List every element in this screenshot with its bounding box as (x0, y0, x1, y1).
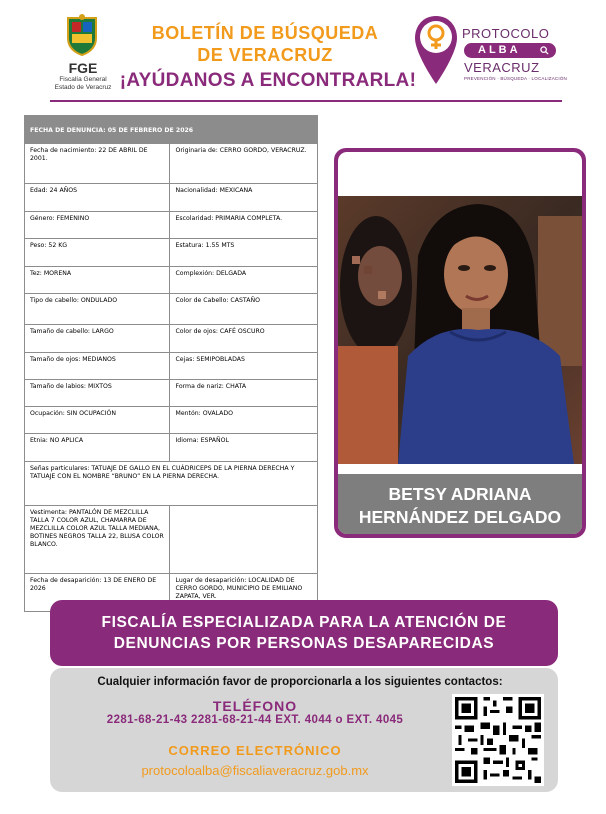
table-row (25, 212, 318, 239)
skin-tone: Tez: MORENA (25, 267, 170, 294)
email-label: CORREO ELECTRÓNICO (168, 743, 342, 758)
email-address: protocoloalba@fiscaliaveracruz.gob.mx (141, 763, 369, 778)
hair-length: Tamaño de cabello: LARGO (25, 325, 170, 353)
clothing: Vestimenta: PANTALÓN DE MEZCLILLA TALLA 7 COLOR AZUL, CHAMARRA DE MEZCLILLA COLOR AZUL TALLA MEDIANA, BOTINES NEGROS TALLA 22, BLUSA COLOR BLANCO. (25, 506, 170, 574)
name-line1: BETSY ADRIANA (388, 484, 532, 504)
birth-date: Fecha de nacimiento: 22 DE ABRIL DE 2001. (25, 144, 170, 184)
bulletin-title (130, 22, 400, 66)
complaint-date-row (25, 116, 318, 144)
missing-person-card (334, 148, 586, 538)
alba-logo-line3: VERACRUZ (464, 60, 540, 75)
nose-shape: Forma de nariz: CHATA (170, 380, 318, 407)
location-pin-venus-icon (412, 14, 460, 86)
table-row (25, 353, 318, 380)
hair-color: Color de Cabello: CASTAÑO (170, 294, 318, 325)
contact-intro: Cualquier información favor de proporcionarla a los siguientes contactos: (97, 676, 503, 688)
fge-logo-subtitle (50, 76, 116, 92)
alba-logo-word: ALBA (478, 44, 521, 56)
protocolo-alba-logo (412, 14, 567, 86)
distinguishing-marks: Señas particulares: TATUAJE DE GALLO EN EL CUÁDRICEPS DE LA PIERNA DERECHA Y TATUAJE CON EL NOMBRE “BRUNO” EN LA PIERNA DERECHA. (25, 462, 318, 506)
empty-cell (170, 506, 318, 574)
alba-logo-tagline: PREVENCIÓN · BÚSQUEDA · LOCALIZACIÓN (464, 76, 567, 81)
ethnicity: Etnia: NO APLICA (25, 434, 170, 462)
table-row (25, 184, 318, 212)
bulletin-title-line2: DE VERACRUZ (197, 45, 333, 65)
phone-numbers: 2281-68-21-43 2281-68-21-44 EXT. 4044 o EXT. 4045 (106, 714, 404, 726)
eye-color: Color de ojos: CAFÉ OSCURO (170, 325, 318, 353)
lip-size: Tamaño de labios: MIXTOS (25, 380, 170, 407)
table-row (25, 294, 318, 325)
alba-logo-line2 (464, 43, 556, 58)
occupation: Ocupación: SIN OCUPACIÓN (25, 407, 170, 434)
card-inner (338, 152, 582, 534)
table-row (25, 407, 318, 434)
table-row (25, 462, 318, 506)
veracruz-coat-of-arms-icon (64, 14, 100, 56)
fge-logo (50, 14, 116, 96)
table-row (25, 434, 318, 462)
eyebrows: Cejas: SEMIPOBLADAS (170, 353, 318, 380)
table-row (25, 325, 318, 353)
gender: Género: FEMENINO (25, 212, 170, 239)
nationality: Nacionalidad: MEXICANA (170, 184, 318, 212)
bulletin-title-line1: BOLETÍN DE BÚSQUEDA (151, 23, 379, 43)
hair-type: Tipo de cabello: ONDULADO (25, 294, 170, 325)
disappearance-place: Lugar de desaparición: LOCALIDAD DE CERRO GORDO, MUNICIPIO DE EMILIANO ZAPATA, VER. (170, 574, 318, 612)
age: Edad: 24 AÑOS (25, 184, 170, 212)
build: Complexión: DELGADA (170, 267, 318, 294)
origin: Originaria de: CERRO GORDO, VERACRUZ. (170, 144, 318, 184)
complaint-date: FECHA DE DENUNCIA: 05 DE FEBRERO DE 2026 (25, 116, 318, 144)
height: Estatura: 1.55 MTS (170, 239, 318, 267)
name-line2: HERNÁNDEZ DELGADO (358, 507, 562, 527)
language: Idioma: ESPAÑOL (170, 434, 318, 462)
missing-person-photo (338, 196, 582, 464)
fge-logo-subtitle-line1: Fiscalía General (59, 76, 107, 83)
header-divider (50, 100, 562, 102)
alba-logo-line1: PROTOCOLO (462, 26, 550, 41)
phone-label: TELÉFONO (212, 698, 298, 714)
search-icon (540, 46, 549, 55)
fge-logo-text: FGE (68, 60, 98, 76)
table-row (25, 267, 318, 294)
disappearance-date: Fecha de desaparición: 13 DE ENERO DE 2026 (25, 574, 170, 612)
table-row (25, 380, 318, 407)
person-details-table (24, 115, 318, 612)
eye-size: Tamaño de ojos: MEDIANOS (25, 353, 170, 380)
weight: Peso: 52 KG (25, 239, 170, 267)
qr-code-icon (452, 694, 544, 786)
missing-person-name (338, 483, 582, 529)
table-row (25, 239, 318, 267)
banner-line2: DENUNCIAS POR PERSONAS DESAPARECIDAS (113, 635, 495, 652)
fiscalia-banner-text (50, 612, 558, 654)
schooling: Escolaridad: PRIMARIA COMPLETA. (170, 212, 318, 239)
chin: Mentón: OVALADO (170, 407, 318, 434)
table-row (25, 144, 318, 184)
help-slogan: ¡AYÚDANOS A ENCONTRARLA! (119, 70, 417, 91)
table-row (25, 506, 318, 574)
banner-line1: FISCALÍA ESPECIALIZADA PARA LA ATENCIÓN DE (101, 614, 507, 631)
fge-logo-subtitle-line2: Estado de Veracruz (54, 84, 112, 91)
